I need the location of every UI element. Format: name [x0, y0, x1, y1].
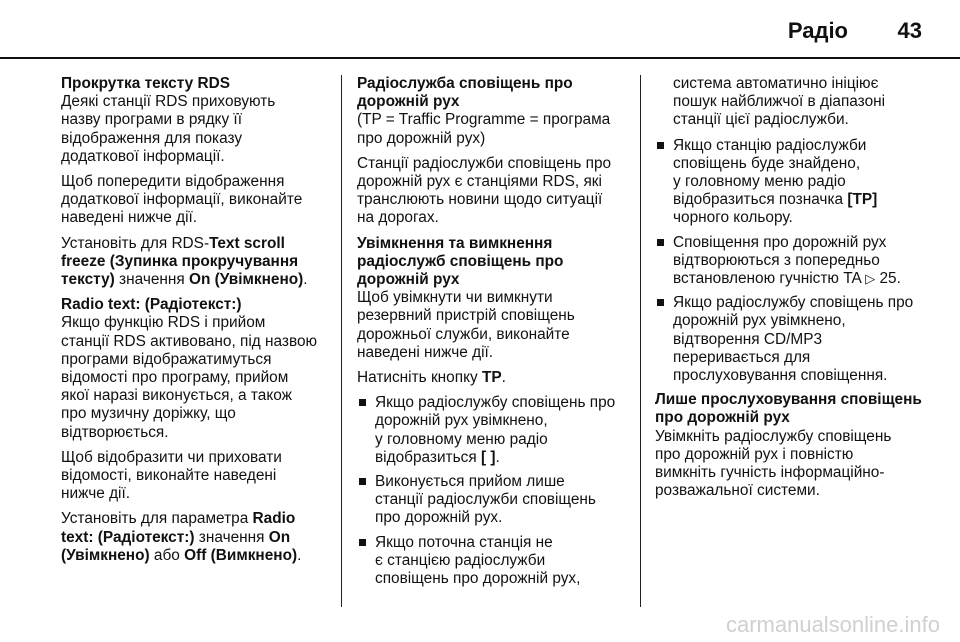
text-line: додаткової інформації, виконайте: [61, 191, 303, 209]
bullet-square-icon: [359, 539, 366, 546]
section-heading: Увімкнення та вимкнення: [357, 234, 553, 252]
text-line: про музичну доріжку, що: [61, 405, 236, 423]
text-line: у головному меню радіо: [673, 173, 846, 191]
bullet-square-icon: [657, 299, 664, 306]
section-heading: Прокрутка тексту RDS: [61, 75, 230, 92]
text-line: наведені нижче дії.: [357, 343, 494, 361]
text-line: розважальної системи.: [655, 482, 820, 500]
section-heading: про дорожній рух: [655, 409, 790, 427]
text-line: Якщо поточна станція не: [375, 533, 553, 551]
text-line: відображення для показу: [61, 129, 243, 147]
list-item: [357, 534, 625, 589]
text-line: Щоб увімкнути чи вимкнути: [357, 289, 553, 307]
section-traffic-programme: [357, 75, 625, 148]
text-line: чорного кольору.: [673, 209, 793, 227]
list-item: [655, 137, 923, 228]
bullet-square-icon: [657, 142, 664, 149]
text-run: .: [303, 271, 308, 289]
list-item: [655, 234, 923, 289]
text-run: відобразиться: [375, 448, 481, 466]
text-line: відтворення CD/MP3: [673, 330, 823, 348]
section-radio-text: [61, 296, 337, 442]
page-number: 43: [897, 18, 922, 43]
text-line: нижче дії.: [61, 485, 131, 503]
text-line: вимкніть гучність інформаційно-: [655, 464, 885, 482]
text-line: наведені нижче дії.: [61, 209, 198, 227]
bullet-square-icon: [359, 399, 366, 406]
text-line: дорожньої служби, виконайте: [357, 325, 570, 343]
text-line: відтворюються з попередньо: [673, 251, 880, 269]
text-line: Якщо радіослужбу сповіщень про: [375, 394, 616, 412]
setting-name: тексту): [61, 271, 115, 289]
section-traffic-only: [655, 391, 923, 500]
paragraph: [357, 369, 625, 387]
text-line: система автоматично ініціює: [673, 75, 879, 92]
text-line: дорожній рух увімкнено,: [375, 412, 548, 430]
text-line: якої наразі виконується, а також: [61, 387, 292, 405]
text-line: на дорогах.: [357, 209, 439, 227]
text-line: дорожній рух є станціями RDS, які: [357, 173, 602, 191]
text-line: [61, 235, 337, 253]
text-line: Якщо функцію RDS і прийом: [61, 314, 266, 332]
paragraph: [61, 173, 337, 228]
text-line: програми відображатимуться: [61, 350, 272, 368]
text-line: відтворюється.: [61, 423, 169, 441]
text-line: [61, 547, 337, 565]
watermark: carmanualsonline.info: [725, 612, 940, 637]
text-line: відомості про програму, прийом: [61, 369, 289, 387]
text-line: Увімкніть радіослужбу сповіщень: [655, 427, 892, 445]
text-line: про дорожній рух.: [375, 509, 503, 527]
text-line: (TP = Traffic Programme = програма: [357, 111, 611, 129]
section-heading: Радіослужба сповіщень про: [357, 75, 573, 92]
text-line: [673, 191, 923, 209]
button-name: TP: [481, 369, 502, 387]
text-line: Щоб відобразити чи приховати: [61, 448, 282, 466]
section-heading: дорожній рух: [357, 271, 460, 289]
status-indicator: [ ]: [480, 448, 496, 466]
setting-name: text: (Радіотекст:): [61, 528, 195, 546]
text-run: Натисніть кнопку: [357, 369, 482, 387]
text-run: або: [149, 546, 185, 564]
paragraph: [61, 510, 337, 565]
text-line: відомості, виконайте наведені: [61, 467, 277, 485]
text-run: Установіть для RDS-: [61, 234, 210, 252]
paragraph: [61, 449, 337, 504]
status-indicator: [TP]: [847, 191, 878, 209]
column-divider-left: [341, 75, 342, 607]
text-run: значення: [194, 528, 269, 546]
setting-name: freeze (Зупинка прокручування: [61, 252, 299, 270]
text-line: станції радіослужби сповіщень: [375, 491, 596, 509]
list-continuation: [655, 75, 923, 130]
column-middle: [357, 75, 625, 594]
text-line: Деякі станції RDS приховують: [61, 93, 276, 111]
text-line: сповіщень про дорожній рух,: [375, 570, 581, 588]
text-line: назву програми в рядку її: [61, 111, 242, 129]
section-rds-scroll: [61, 75, 337, 166]
section-heading: дорожній рух: [357, 93, 460, 111]
bullet-square-icon: [657, 239, 664, 246]
text-line: переривається для: [673, 348, 811, 366]
setting-value: On: [268, 528, 291, 546]
text-line: [61, 510, 337, 528]
text-run: відобразиться позначка: [673, 191, 848, 209]
text-line: Виконується прийом лише: [375, 473, 565, 491]
setting-value: Off (Вимкнено): [184, 546, 298, 564]
text-line: про дорожній рух): [357, 129, 486, 147]
header-rule: [0, 57, 960, 59]
text-line: Станції радіослужби сповіщень про: [357, 154, 612, 172]
column-left: [61, 75, 337, 572]
bullet-square-icon: [359, 478, 366, 485]
text-run: .: [495, 448, 500, 466]
text-line: додаткової інформації.: [61, 147, 225, 165]
text-run: .: [501, 369, 506, 387]
text-line: сповіщень буде знайдено,: [673, 154, 861, 172]
section-heading: радіослужб сповіщень про: [357, 252, 564, 270]
text-line: пошук найближчої в діапазоні: [673, 93, 886, 111]
column-divider-right: [640, 75, 641, 607]
text-line: транслюють новини щодо ситуації: [357, 191, 603, 209]
page-header: [0, 0, 960, 58]
page-reference-arrow-icon: ▷: [865, 271, 876, 287]
text-line: [61, 529, 337, 547]
text-line: є станцією радіослужби: [375, 551, 546, 569]
text-line: прослуховування сповіщення.: [673, 367, 888, 385]
setting-name: Text scroll: [209, 234, 285, 252]
text-line: станції RDS активовано, під назвою: [61, 332, 318, 350]
text-line: резервний пристрій сповіщень: [357, 307, 575, 325]
column-right: [655, 75, 923, 507]
text-line: [375, 449, 625, 467]
bullet-list: [357, 394, 625, 588]
page-reference: 25.: [875, 270, 901, 288]
list-item: [357, 473, 625, 528]
list-item: [655, 294, 923, 385]
section-tp-toggle: [357, 235, 625, 362]
text-line: про дорожній рух і повністю: [655, 445, 854, 463]
text-line: [673, 270, 923, 288]
text-line: Якщо станцію радіослужби: [673, 136, 867, 154]
text-line: [61, 271, 337, 289]
text-line: дорожній рух увімкнено,: [673, 312, 846, 330]
text-line: Якщо радіослужбу сповіщень про: [673, 294, 914, 312]
setting-value: (Увімкнено): [61, 546, 150, 564]
text-line: Сповіщення про дорожній рух: [673, 233, 887, 251]
bullet-list: [655, 137, 923, 386]
section-heading: Лише прослуховування сповіщень: [655, 391, 922, 409]
paragraph: [61, 235, 337, 290]
text-line: у головному меню радіо: [375, 430, 548, 448]
setting-name: Radio: [252, 510, 296, 528]
text-run: встановленою гучністю TA: [673, 270, 866, 288]
page-title: Радіо: [787, 18, 848, 43]
list-item: [357, 394, 625, 467]
paragraph: [357, 155, 625, 228]
text-line: Щоб попередити відображення: [61, 173, 285, 191]
section-heading: Radio text: (Радіотекст:): [61, 296, 242, 314]
setting-value: On (Увімкнено): [189, 271, 304, 289]
text-run: значення: [114, 271, 190, 289]
text-run: .: [297, 546, 302, 564]
text-run: Установіть для параметра: [61, 510, 253, 528]
text-line: станції цієї радіослужби.: [673, 111, 849, 129]
